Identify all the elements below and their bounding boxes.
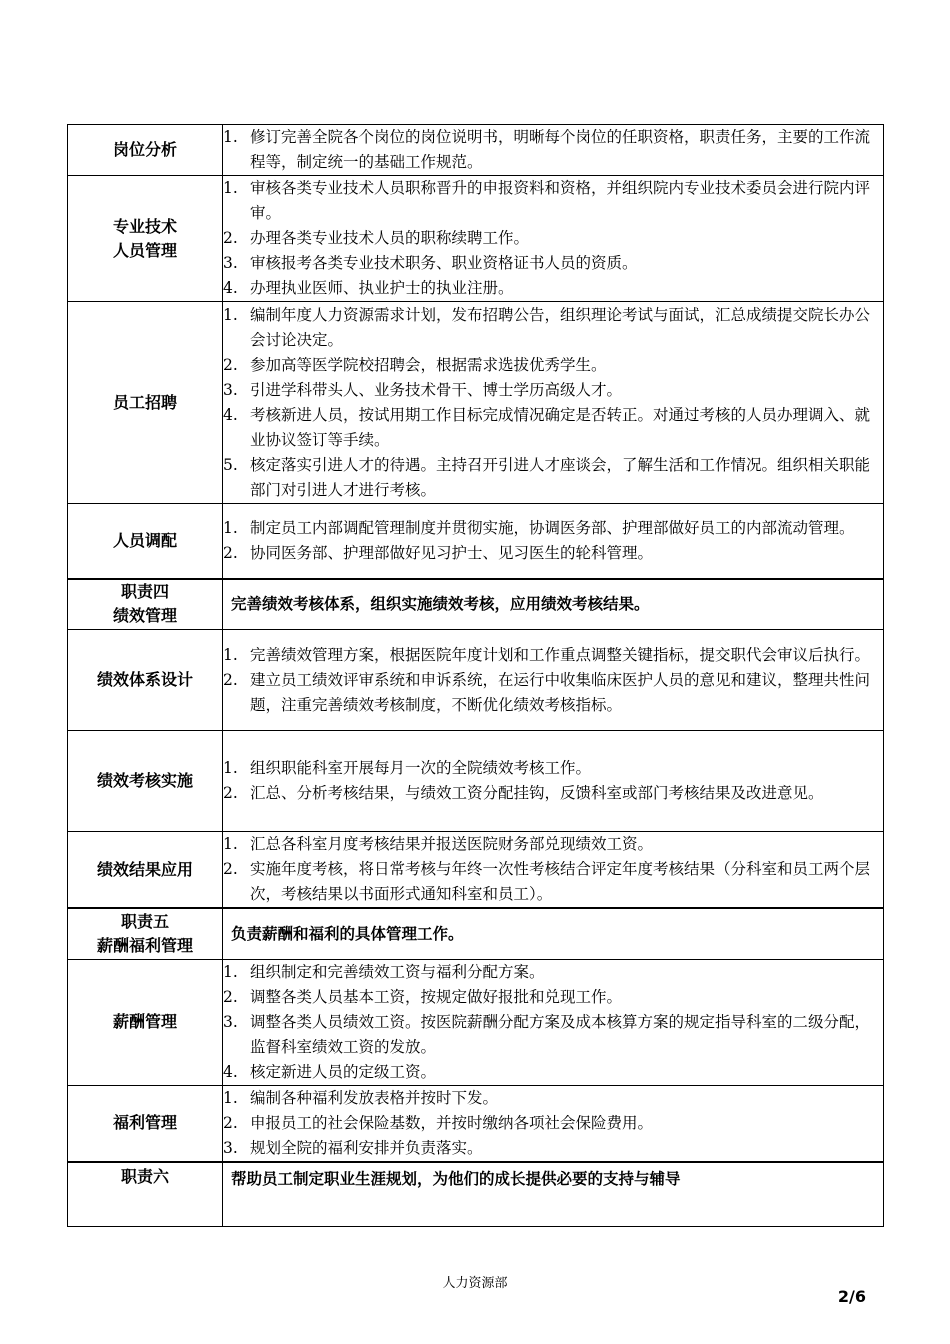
row-content	[223, 832, 884, 909]
list-item	[223, 1086, 883, 1111]
list-item	[223, 276, 883, 301]
item-number: 2.	[223, 543, 238, 562]
list-item	[223, 226, 883, 251]
duty-section-row	[68, 908, 884, 959]
row-content	[223, 176, 884, 302]
list-item	[223, 781, 883, 806]
list-item	[223, 303, 883, 353]
item-text: 规划全院的福利安排并负责落实。	[250, 1138, 483, 1157]
item-text: 修订完善全院各个岗位的岗位说明书，明晰每个岗位的任职资格，职责任务，主要的工作流程等，制定统一的基础工作规范。	[250, 128, 871, 171]
list-item	[223, 453, 883, 503]
item-text: 引进学科带头人、业务技术骨干、博士学历高级人才。	[250, 380, 623, 399]
item-text: 核定落实引进人才的待遇。主持召开引进人才座谈会，了解生活和工作情况。组织相关职能部门对引进人才进行考核。	[250, 455, 871, 499]
item-text: 建立员工绩效评审系统和申诉系统，在运行中收集临床医护人员的意见和建议，整理共性问题，注重完善绩效考核制度，不断优化绩效考核指标。	[250, 670, 871, 714]
row-label: 绩效结果应用	[68, 832, 223, 909]
row-label: 福利管理	[68, 1085, 223, 1162]
item-text: 审核报考各类专业技术职务、职业资格证书人员的资质。	[250, 254, 638, 272]
list-item	[223, 403, 883, 453]
duty-section-row	[68, 579, 884, 630]
list-item	[223, 643, 883, 668]
item-list	[223, 303, 883, 503]
item-text: 实施年度考核，将日常考核与年终一次性考核结合评定年度考核结果（分科室和员工两个层次，考核结果以书面形式通知科室和员工）。	[250, 860, 871, 903]
item-text: 办理各类专业技术人员的职称续聘工作。	[250, 229, 530, 247]
footer-department: 人力资源部	[442, 1276, 508, 1291]
item-text: 考核新进人员，按试用期工作目标完成情况确定是否转正。对通过考核的人员办理调入、就业协议签订等手续。	[250, 405, 871, 449]
list-item	[223, 1136, 883, 1161]
row-label: 薪酬管理	[68, 959, 223, 1085]
item-number: 3.	[223, 254, 238, 272]
item-number: 3.	[223, 1012, 238, 1031]
row-content	[223, 1085, 884, 1162]
item-number: 4.	[223, 405, 238, 424]
item-text: 汇总各科室月度考核结果并报送医院财务部兑现绩效工资。	[250, 835, 654, 853]
item-text: 汇总、分析考核结果，与绩效工资分配挂钩，反馈科室或部门考核结果及改进意见。	[250, 784, 824, 802]
duty-item-row	[68, 959, 884, 1085]
row-label: 绩效体系设计	[68, 630, 223, 731]
list-item	[223, 1010, 883, 1060]
item-number: 2.	[223, 987, 238, 1006]
item-number: 1.	[223, 835, 238, 853]
page-current: 2	[837, 1287, 850, 1306]
item-list	[223, 643, 883, 718]
duty-item-row	[68, 630, 884, 731]
item-text: 协同医务部、护理部做好见习护士、见习医生的轮科管理。	[250, 543, 654, 562]
list-item	[223, 516, 883, 541]
item-number: 1.	[223, 128, 238, 146]
row-label: 职责五 薪酬福利管理	[68, 908, 223, 959]
list-item	[223, 176, 883, 226]
list-item	[223, 378, 883, 403]
item-number: 4.	[223, 279, 238, 297]
duty-table-body	[68, 125, 884, 1227]
item-number: 3.	[223, 1138, 238, 1157]
list-item	[223, 960, 883, 985]
duty-item-row	[68, 832, 884, 909]
item-list	[223, 125, 883, 175]
row-content	[223, 125, 884, 176]
item-number: 1.	[223, 305, 238, 324]
item-number: 2.	[223, 860, 238, 878]
item-number: 1.	[223, 962, 238, 981]
item-text: 组织制定和完善绩效工资与福利分配方案。	[250, 962, 545, 981]
item-text: 完善绩效管理方案，根据医院年度计划和工作重点调整关键指标，提交职代会审议后执行。	[250, 645, 871, 664]
item-number: 1.	[223, 1088, 238, 1107]
section-description: 完善绩效考核体系，组织实施绩效考核，应用绩效考核结果。	[223, 579, 884, 630]
item-list	[223, 516, 883, 566]
page-number: 2/6	[837, 1287, 866, 1306]
page-total: 6	[854, 1287, 866, 1306]
item-number: 4.	[223, 1062, 238, 1081]
list-item	[223, 1111, 883, 1136]
item-list	[223, 756, 883, 806]
item-number: 2.	[223, 355, 238, 374]
item-number: 5.	[223, 455, 238, 474]
row-content	[223, 302, 884, 504]
item-number: 2.	[223, 670, 238, 689]
duty-table	[67, 124, 884, 1227]
item-text: 编制各种福利发放表格并按时下发。	[250, 1088, 499, 1107]
duty-item-row	[68, 731, 884, 832]
row-label: 职责四 绩效管理	[68, 579, 223, 630]
list-item	[223, 756, 883, 781]
row-label: 职责六	[68, 1162, 223, 1227]
item-list	[223, 176, 883, 301]
item-list	[223, 832, 883, 907]
item-text: 编制年度人力资源需求计划，发布招聘公告，组织理论考试与面试，汇总成绩提交院长办公会讨论决定。	[250, 305, 871, 349]
section-description: 帮助员工制定职业生涯规划，为他们的成长提供必要的支持与辅导	[223, 1162, 884, 1227]
row-content	[223, 959, 884, 1085]
item-text: 调整各类人员基本工资，按规定做好报批和兑现工作。	[250, 987, 623, 1006]
item-number: 2.	[223, 229, 238, 247]
list-item	[223, 1060, 883, 1085]
duty-item-row	[68, 504, 884, 579]
item-text: 制定员工内部调配管理制度并贯彻实施，协调医务部、护理部做好员工的内部流动管理。	[250, 518, 855, 537]
duty-item-row	[68, 125, 884, 176]
item-number: 1.	[223, 518, 238, 537]
section-description: 负责薪酬和福利的具体管理工作。	[223, 908, 884, 959]
list-item	[223, 125, 883, 175]
row-content	[223, 504, 884, 579]
item-number: 3.	[223, 380, 238, 399]
list-item	[223, 251, 883, 276]
item-number: 1.	[223, 179, 238, 197]
item-text: 申报员工的社会保险基数，并按时缴纳各项社会保险费用。	[250, 1113, 654, 1132]
list-item	[223, 832, 883, 857]
duty-item-row	[68, 302, 884, 504]
item-text: 核定新进人员的定级工资。	[250, 1062, 437, 1081]
item-text: 审核各类专业技术人员职称晋升的申报资料和资格，并组织院内专业技术委员会进行院内评审。	[250, 179, 871, 222]
row-label: 绩效考核实施	[68, 731, 223, 832]
list-item	[223, 985, 883, 1010]
item-list	[223, 960, 883, 1085]
row-label: 员工招聘	[68, 302, 223, 504]
row-label: 岗位分析	[68, 125, 223, 176]
row-content	[223, 731, 884, 832]
item-text: 组织职能科室开展每月一次的全院绩效考核工作。	[250, 759, 592, 777]
item-list	[223, 1086, 883, 1161]
item-number: 1.	[223, 645, 238, 664]
row-label: 专业技术 人员管理	[68, 176, 223, 302]
duty-item-row	[68, 176, 884, 302]
list-item	[223, 668, 883, 718]
duty-item-row	[68, 1085, 884, 1162]
duty-section-row	[68, 1162, 884, 1227]
item-number: 2.	[223, 1113, 238, 1132]
item-text: 办理执业医师、执业护士的执业注册。	[250, 279, 514, 297]
item-number: 2.	[223, 784, 238, 802]
item-number: 1.	[223, 759, 238, 777]
list-item	[223, 857, 883, 907]
row-label: 人员调配	[68, 504, 223, 579]
row-content	[223, 630, 884, 731]
item-text: 调整各类人员绩效工资。按医院薪酬分配方案及成本核算方案的规定指导科室的二级分配，监督科室绩效工资的发放。	[250, 1012, 871, 1056]
list-item	[223, 353, 883, 378]
list-item	[223, 541, 883, 566]
item-text: 参加高等医学院校招聘会，根据需求选拔优秀学生。	[250, 355, 607, 374]
